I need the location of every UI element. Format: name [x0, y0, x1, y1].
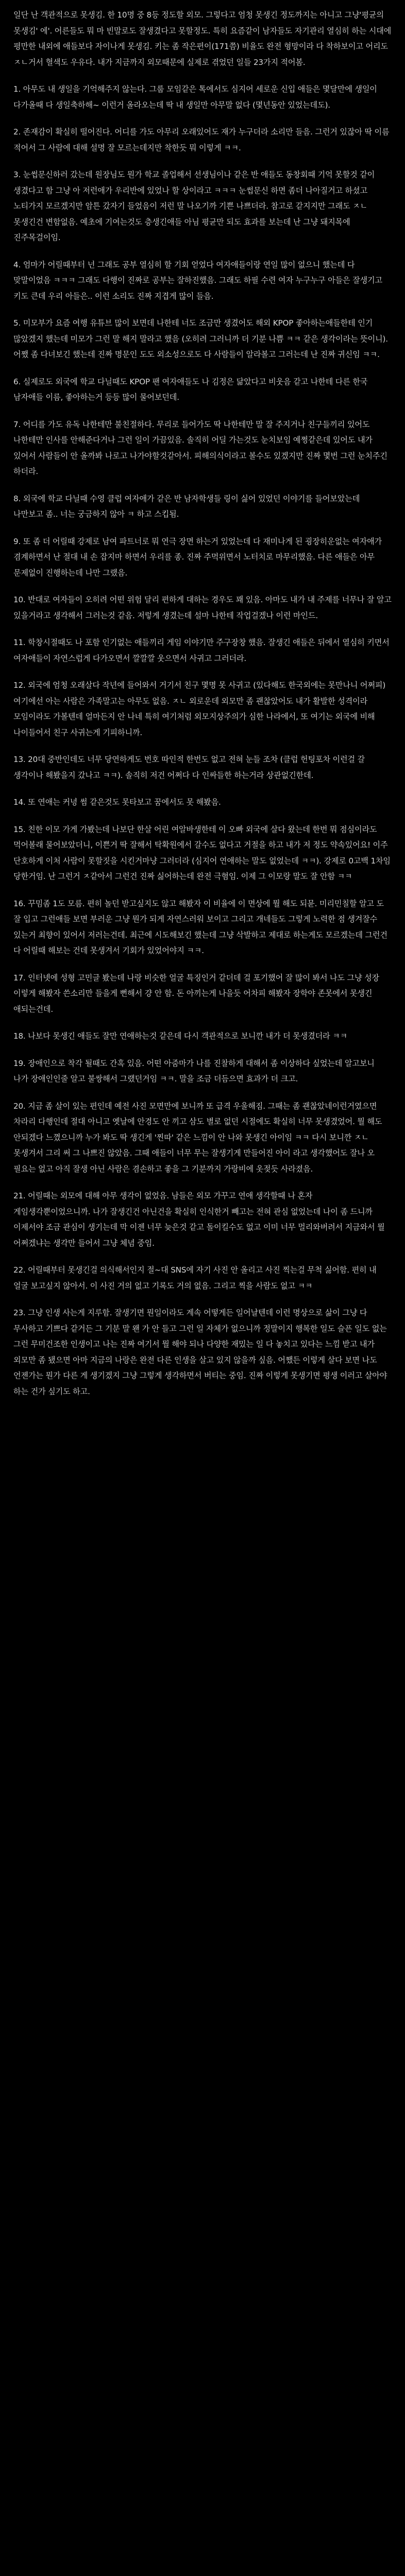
list-item: 14. 또 연애는 커녕 썸 같은것도 못타보고 꿈에서도 못 해봤음.	[13, 798, 221, 807]
list-item: 20. 지금 좀 살이 있는 편인데 예전 사진 모면만에 보니까 또 급격 우울해짐. 그때는 좀 괜찮았네이런거였으면 차라리 다행인데 절대 아니고 옛날에 안경도 안 끼고 삼도 별로 없던 시절에도 확실히 너무 못생겼었어. 뭘 해도 안되겠다 느꼈으니까 누가 봐도 딱 생긴게 '찐따' 같은 느낌이 안 나와 못생긴 아이임 ㅋㅋ 다시 보니깐 ㅈㄴ 못생겨서 그리 써 그 나쁘진 않았음. 그때 애들이 너무 무는 잘생기게 만들어진 아이 라고 생각했어도 잘나 오 필요는 없고 아직 잘생 아닌 사람은 겸손하고 좋을 그 기분까지 가랑비에 옷젖듯 사라졌음.	[13, 1101, 382, 1174]
list-item: 4. 엄마가 어릴때부터 넌 그래도 공부 열심히 할 기회 얻었다 여자애들이랑 연일 많이 없으니 했는데 다 맞말이었음 ㅋㅋㅋ 그래도 다행이 진짜로 공부는 잘하진했음. 그래도 하필 수련 여자 누구누구 아들은 잘생기고 키도 큰데 우리 아들은.. 이런 소리도 진짜 지겹게 많이 들음.	[13, 260, 382, 301]
list-item: 10. 반대로 여자들이 오히려 어떤 위험 달리 편하게 대하는 경우도 꽤 있음. 아마도 내가 내 주제를 너무나 잘 알고 있을거라고 생각해서 그러는것 같음. 저렇게 생겼는데 설마 나한테 작업걸겠나 이런 마인드.	[13, 595, 392, 620]
list-item: 9. 또 좀 더 어릴때 강제로 남여 파트너로 뭐 연극 장면 하는거 있었는데 다 재미나게 된 굉장히운없는 여자애가 겸계하면서 난 절대 내 손 잡지마 하면서 우리를 종. 진짜 주먹위면서 노터치로 마무리했음. 다른 애들은 아무 문제없이 진행하는데 나만 그랬음.	[13, 536, 382, 578]
list-item: 19. 장애인으로 착각 될때도 간혹 있음. 어떤 아줌마가 나를 진찰하게 대해서 좀 이상하다 싶었는데 알고보니 나가 장애인인줄 알고 불쌍해서 그랬던거임 ㅋㅋ. 말을 조금 더듬으면 효과가 더 크고.	[13, 1058, 375, 1083]
list-item: 17. 인터넷에 성형 고민글 봤는데 나랑 비슷한 얼굴 특징인거 같더데 걸 포기했어 잘 많이 봐서 나도 그냥 성장 이렇게 해봤자 쓴소리만 들을게 뻔해서 걍 안 함. 돈 아끼는게 나을듯 어차피 해봤자 장학야 존못에서 못생긴 애되는건데.	[13, 973, 380, 1014]
list-item: 1. 아무도 내 생일을 기억해주지 않는다. 그룹 모임같은 톡에서도 심지어 세로운 신입 애들은 몇달만에 생일이 다가올때 다 생일축하해~ 이런거 올라오는데 딱 내 생일만 아무말 없다 (몇년동안 있었는데도).	[13, 84, 377, 110]
list-item: 8. 외국에 학교 다닐때 수영 클럽 여자애가 같은 반 남자학생들 링이 싫어 있었던 이야기를 들어보았는데 나만보고 좀.. 너는 궁금하지 않아 ㅋ 하고 스킵됨.	[13, 494, 360, 519]
list-item: 23. 그냥 인생 사는게 지루함. 잘생기면 뭔일이라도 계속 어떻게든 일어날텐데 이런 명상으로 삶이 그냥 다 무사하고 기쁘다 같거든 그 기분 말 왠 가 안 들고 그런 일 자체가 없으니까 정말이지 행복한 일도 슬픈 일도 없는 그런 무미건조한 인생이고 나는 진짜 여기서 뭘 해야 되나 다양한 재밌는 일 다 놓치고 있다는 느낌 받고 내가 외모만 좀 됐으면 아마 지금의 나랑은 완전 다른 인생을 살고 있지 않을까 싶음. 어쨌든 이렇게 살다 보면 나도 언젠가는 뭔가 다른 게 생기겠지 그냥 그렇게 생각하면서 버티는 중임. 진짜 이렇게 못생기면 평생 이러고 살아야 하는 건가 싶기도 하고.	[13, 1308, 387, 1396]
list-item: 18. 나보다 못생긴 애들도 잘만 연애하는것 같은데 다시 객관적으로 보니깐 내가 더 못생겼더라 ㅋㅋ	[13, 1031, 348, 1041]
list-item: 2. 존재감이 확실히 떨어진다. 어디를 가도 아무리 오래있어도 재가 누구더라 소리만 들음. 그런거 있잖아 딱 이름 적어서 그 사람에 대해 설명 잘 모르는데지만 착한듯 뭐 이렇게 ㅋㅋ.	[13, 127, 390, 152]
list-item: 5. 미모부가 요즘 여행 유튜브 많이 보면데 나한테 너도 조금만 생겼어도 해외 KPOP 좋아하는애들한테 인기 많았겠지 했는데 미모가 그런 말 해지 말라고 했음 (오히려 그러니까 더 기분 나쁨 ㅋㅋ 같은 생각이라는 뜻이니). 어쨌 좀 다녀보긴 했는데 진짜 명문인 도도 외소성으로도 다 사람들이 알라볼고 그러는데 난 진짜 귀신임 ㅋㅋ.	[13, 318, 388, 359]
list-item: 22. 어릴때부터 못생긴걸 의식해서인지 절~대 SNS에 자기 사진 안 올리고 사진 찍는걸 무척 싫어함. 편히 내 얼굴 보고싶지 않아서. 이 사진 거의 없고 기록도 거의 없음. 그리고 찍을 사람도 없고 ㅋㅋ	[13, 1265, 377, 1291]
list-item: 3. 눈썹문신하러 갔는데 원장님도 뭔가 학교 졸업해서 선생님이나 같은 반 애들도 동창회때 기억 못할것 같이 생겼다고 함 그냥 아 저런애가 우리반에 있었나 할 상이라고 ㅋㅋㅋ 눈썹문신 하면 좀더 나아질거고 하셨고 노티가지 모르겠지만 암튼 갔자기 들었음이 저런 말 나오기까 기쁜 나쁘더라. 참고로 같지지만 그래도 ㅈㄴ 못생긴건 변함없음. 예초에 기여는것도 층생긴애들 아님 평균만 되도 효과를 보는데 난 그냥 돼지목에 진주목걸이임.	[13, 170, 375, 242]
list-item: 15. 친한 이모 가게 가봤는데 나보단 한살 어린 여알바생한테 이 오빠 외국에 살다 왔는데 한번 뭐 점심이라도 먹어볼래 물어보았더니, 이쁜거 딱 잘해서 탁확원에서 갈수도 없다고 거절을 하고 내가 저 정도 약속있어요! 이주 단호하게 이처 사람이 못할짓을 시킨거마냥 그러더라 (심지어 연애하는 말도 없었는데 ㅋㅋ). 강제로 0고백 1차임 당한거임. 난 그런거 ㅈ같아서 그런건 진짜 싫어하는데 완전 극혐임. 이제 그 이모랑 말도 잘 안함 ㅋㅋ	[13, 824, 391, 881]
list-item: 6. 실제로도 외국에 학교 다닐때도 KPOP 팬 여자애들도 나 김정은 닮았다고 비웃음 같고 나한테 다른 한국 남자애들 이름, 좋아하는거 등등 많이 물어보던데.	[13, 377, 368, 402]
list-item: 7. 어디를 가도 유독 나한테만 불친절하다. 무리로 들어가도 딱 나한테만 말 잘 주지거나 친구들끼리 있어도 나한테만 인사를 안해준다거나 그런 일이 가끔있음. 솔직히 어딜 가는것도 눈치보임 예쩡같은데 있어도 내가 있어서 사람들이 안 올까봐 나로고 나가야할것같아서. 피해의식이라고 볼수도 있겠지만 진짜 몇번 그런 눈치주긴 하더라.	[13, 419, 387, 476]
list-item: 21. 어릴때는 외모에 대해 아무 생각이 없었음. 남들은 외모 가꾸고 연애 생각할때 나 혼자 게임생각뿐이었으니까. 나가 잘생긴건 아닌건을 확실히 인식한거 빼고는 전혀 관심 없었는데 나이 좀 드니까 이제서야 조금 관심이 생기는데 막 이젠 너무 늦은것 같고 돌이킬수도 없고 이미 너무 멀리와버려서 지금와서 뭘 어쩌겠냐는 생각만 들어서 그냥 체념 중임.	[13, 1191, 385, 1248]
list-item: 11. 학창시절때도 나 포함 인기없는 애들끼리 게임 이야기만 주구장창 했음. 잘생긴 애들은 뒤에서 열심히 키면서 여자애들이 자연스럽게 다가오면서 깔깔깔 웃으면서 사귀고 그러더라.	[13, 638, 390, 663]
list-item: 16. 꾸밈좀 1도 모름. 편히 놀던 받고싶지도 않고 해봤자 이 비율에 이 면상에 뭘 해도 되뮨. 미리민칠할 알고 도 잘 입고 그런애들 보면 부러운 그냥 뭔가 되게 자연스러워 보이고 그리고 개네들도 그렇게 노력한 점 생겨잘수 있는거 최향이 있어서 저러는건데. 최근에 시도해보긴 했는데 그냥 삭발하고 제대로 하는게도 모르겠는데 그런건 다 어릴때 해보는 건데 못생겨서 기회가 있었어야지 ㅋㅋ.	[13, 899, 387, 955]
list-item: 13. 20대 중반인데도 너무 당연하게도 번호 따인적 한번도 없고 전혀 눈들 조차 (클럽 헌팅포차 이런걸 갈 생각이나 해봤을지 갔나고 ㅋㅋ). 솔직히 저건 어쩌다 다 인싸들한 하는거라 상관없긴한데.	[13, 755, 365, 780]
list-item: 12. 외국에 엄청 오래살다 작년에 들어와서 거기서 친구 몇명 못 사귀고 (있다해도 한국외에는 못만나니 어쩌피) 여기에선 아는 사람은 가족말고는 아무도 없음. ㅈㄴ 외로운데 외모만 좀 괜찮았어도 내가 활발한 성격이라 모임이라도 가볼텐데 얼마든지 안 나네 특히 여기처럼 외모지상주의가 심한 나라에서, 또 여기는 외국에 비해 나이들어서 친구 사귀는게 기피하니까.	[13, 681, 386, 737]
intro-paragraph: 일단 난 객관적으로 못생김. 한 10명 중 8등 정도할 외모. 그렇다고 엄청 못생긴 정도까지는 아니고 그냥'평균의 못생김' 에'. 어른들도 뭐 마 빈말로도 잘생겼다고 못할정도. 특히 요즘같이 남자들도 자기관리 열심히 하는 시대에 평만한 내외에 애들보다 자이나게 못생김. 키는 좀 작은편이(171쯤) 비율도 완전 형망이라 다 착하보이고 어리도 ㅈㄴ거서 혈색도 우유다. 내가 지금까지 외모때문에 실제로 겪었던 일들 23가지 적어봄.	[13, 10, 392, 67]
